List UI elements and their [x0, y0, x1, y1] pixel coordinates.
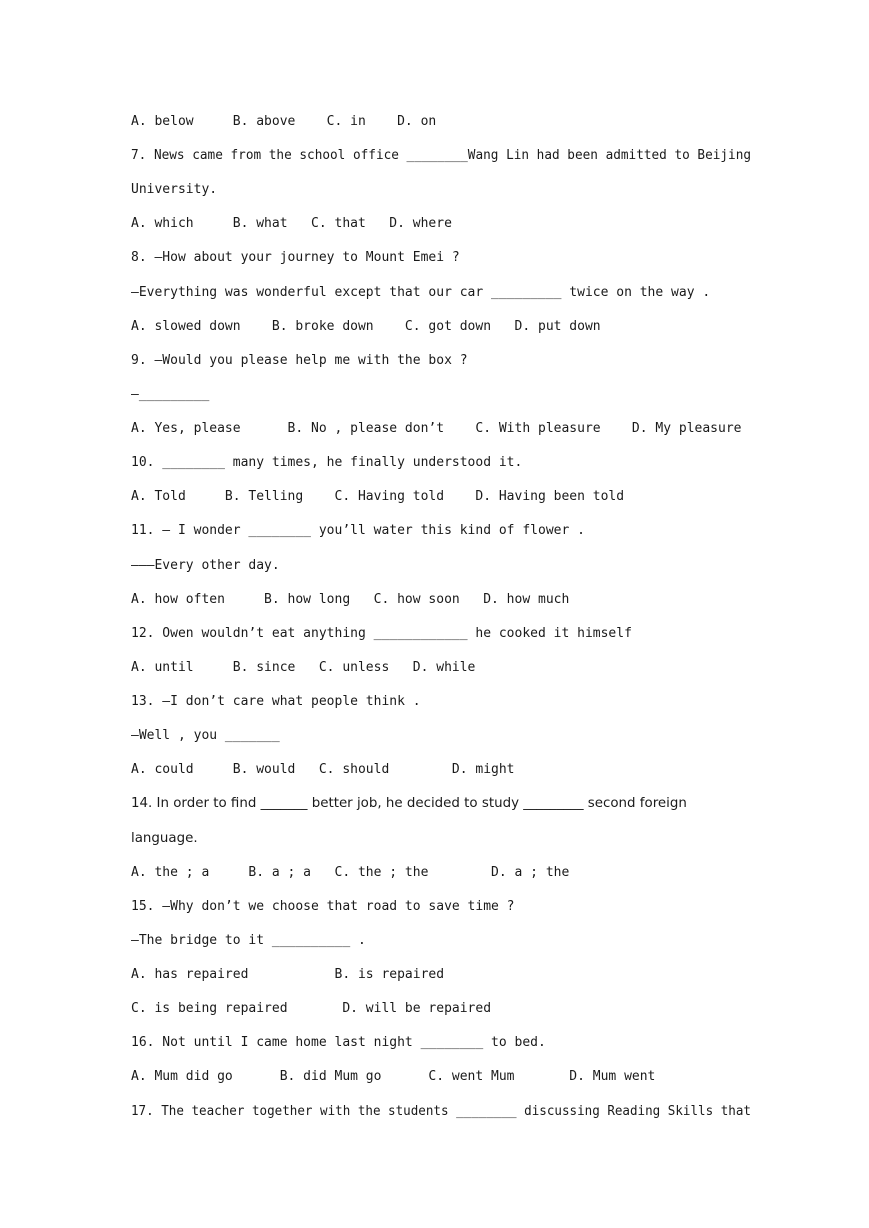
q7-options: A. which B. what C. that D. where — [131, 216, 452, 231]
q13-stem: 13. —I don’t care what people think . — [131, 694, 421, 709]
q8-stem: 8. —How about your journey to Mount Emei ? — [131, 250, 460, 265]
q10-options: A. Told B. Telling C. Having told D. Having been told — [131, 489, 625, 504]
q13-options: A. could B. would C. should D. might — [131, 762, 515, 777]
q12-stem: 12. Owen wouldn’t eat anything ____________ he cooked it himself — [131, 626, 632, 641]
q15-stem: 15. —Why don’t we choose that road to save time ? — [131, 899, 515, 914]
q14-stem: 14. In order to find _______ better job, he decided to study _________ second foreign — [131, 796, 687, 811]
q14-options: A. the ; a B. a ; a C. the ; the D. a ; the — [131, 865, 570, 880]
q17-stem: 17. The teacher together with the students ________ discussing Reading Skills that — [131, 1104, 751, 1119]
q15-options-ab: A. has repaired B. is repaired — [131, 967, 445, 982]
q13-reply: —Well , you _______ — [131, 728, 280, 743]
q6-options: A. below B. above C. in D. on — [131, 114, 437, 129]
q10-stem: 10. ________ many times, he finally understood it. — [131, 455, 523, 470]
q9-options: A. Yes, please B. No , please don’t C. With pleasure D. My pleasure — [131, 421, 742, 436]
q16-options: A. Mum did go B. did Mum go C. went Mum D. Mum went — [131, 1069, 656, 1084]
q15-options-cd: C. is being repaired D. will be repaired — [131, 1001, 492, 1016]
q14-stem-continued: language. — [131, 831, 198, 846]
q12-options: A. until B. since C. unless D. while — [131, 660, 476, 675]
q16-stem: 16. Not until I came home last night ________ to bed. — [131, 1035, 546, 1050]
q9-reply: —_________ — [131, 387, 210, 402]
q8-reply: —Everything was wonderful except that our car _________ twice on the way . — [131, 285, 711, 300]
q7-stem: 7. News came from the school office ________Wang Lin had been admitted to Beijing — [131, 148, 752, 163]
q15-reply: —The bridge to it __________ . — [131, 933, 366, 948]
q11-stem: 11. — I wonder ________ you’ll water this kind of flower . — [131, 523, 585, 538]
q11-options: A. how often B. how long C. how soon D. how much — [131, 592, 570, 607]
q9-stem: 9. —Would you please help me with the box ? — [131, 353, 468, 368]
q8-options: A. slowed down B. broke down C. got down D. put down — [131, 319, 601, 334]
q7-stem-continued: University. — [131, 182, 218, 197]
q11-reply: ———Every other day. — [131, 558, 280, 573]
